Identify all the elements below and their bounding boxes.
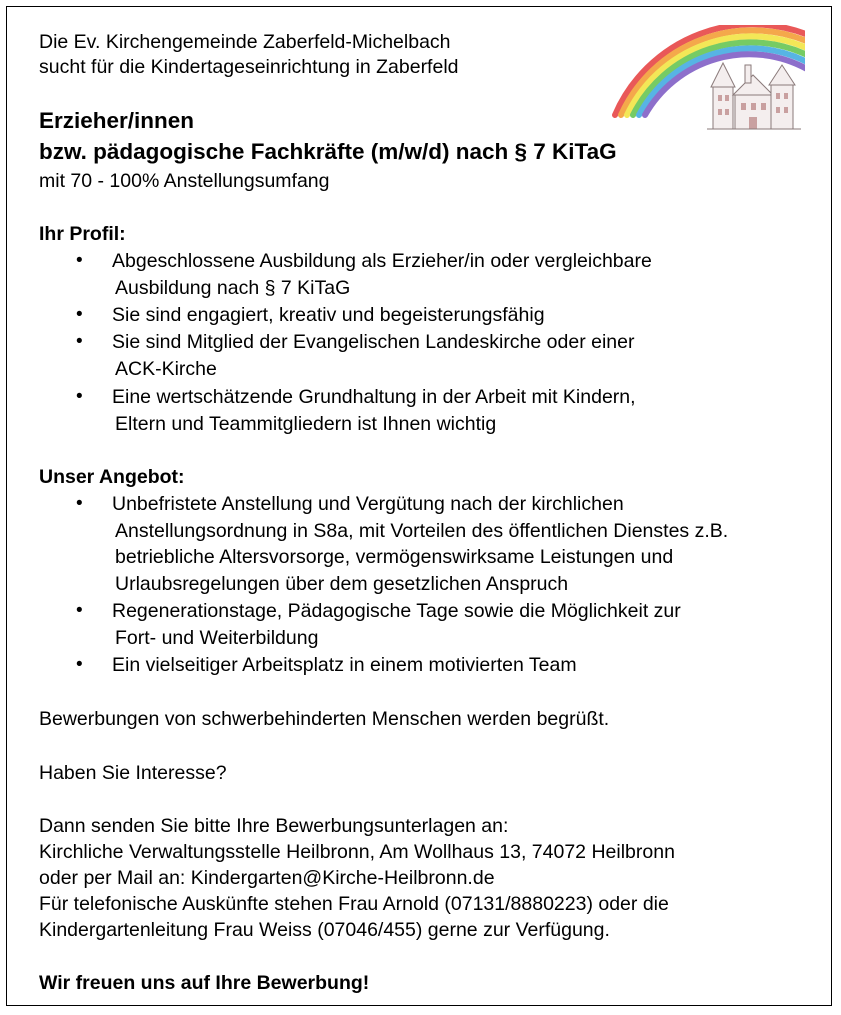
profil-heading: Ihr Profil: (39, 223, 126, 245)
intro-line-2: sucht für die Kindertageseinrichtung in Zaberfeld (39, 56, 459, 78)
profil-item-4-line-1: Eine wertschätzende Grundhaltung in der Arbeit mit Kindern, (112, 386, 636, 408)
profil-item-3-line-2: ACK-Kirche (115, 358, 217, 380)
profil-item-3-line-1: Sie sind Mitglied der Evangelischen Landeskirche oder einer (112, 331, 635, 353)
phone-info-line-2: Kindergartenleitung Frau Weiss (07046/455) gerne zur Verfügung. (39, 919, 610, 941)
send-instruction: Dann senden Sie bitte Ihre Bewerbungsunterlagen an: (39, 815, 509, 837)
welcome-note: Bewerbungen von schwerbehinderten Menschen werden begrüßt. (39, 708, 610, 730)
angebot-item-2-line-2: Fort- und Weiterbildung (115, 627, 319, 649)
angebot-item-1-line-2: Anstellungsordnung in S8a, mit Vorteilen des öffentlichen Dienstes z.B. (115, 520, 729, 542)
profil-item-1-line-1: Abgeschlossene Ausbildung als Erzieher/in oder vergleichbare (112, 250, 652, 272)
bullet-icon: • (76, 493, 83, 514)
angebot-item-2-line-1: Regenerationstage, Pädagogische Tage sowie die Möglichkeit zur (112, 600, 681, 622)
phone-info-line-1: Für telefonische Auskünfte stehen Frau Arnold (07131/8880223) oder die (39, 893, 669, 915)
job-subtitle: bzw. pädagogische Fachkräfte (m/w/d) nach § 7 KiTaG (39, 139, 617, 164)
angebot-item-1-line-1: Unbefristete Anstellung und Vergütung nach der kirchlichen (112, 493, 624, 515)
profil-item-2-line-1: Sie sind engagiert, kreativ und begeisterungsfähig (112, 304, 545, 326)
profil-item-1-line-2: Ausbildung nach § 7 KiTaG (115, 277, 351, 299)
bullet-icon: • (76, 250, 83, 271)
postal-address: Kirchliche Verwaltungsstelle Heilbronn, Am Wollhaus 13, 74072 Heilbronn (39, 841, 675, 863)
rainbow-church-logo-icon (595, 25, 805, 135)
intro-line-1: Die Ev. Kirchengemeinde Zaberfeld-Michelbach (39, 31, 451, 53)
closing-statement: Wir freuen uns auf Ihre Bewerbung! (39, 972, 370, 994)
job-scope: mit 70 - 100% Anstellungsumfang (39, 170, 330, 192)
bullet-icon: • (76, 331, 83, 352)
mail-link[interactable]: Kindergarten@Kirche-Heilbronn.de (190, 867, 495, 889)
mail-prefix: oder per Mail an: (39, 867, 191, 889)
bullet-icon: • (76, 304, 83, 325)
profil-item-4-line-2: Eltern und Teammitgliedern ist Ihnen wichtig (115, 413, 497, 435)
interest-question: Haben Sie Interesse? (39, 762, 227, 784)
mail-line (39, 866, 495, 890)
angebot-item-1-line-3: betriebliche Altersvorsorge, vermögenswirksame Leistungen und (115, 546, 674, 568)
job-title: Erzieher/innen (39, 108, 195, 133)
bullet-icon: • (76, 600, 83, 621)
bullet-icon: • (76, 386, 83, 407)
angebot-item-3-line-1: Ein vielseitiger Arbeitsplatz in einem motivierten Team (112, 654, 577, 676)
bullet-icon: • (76, 654, 83, 675)
angebot-item-1-line-4: Urlaubsregelungen über dem gesetzlichen Anspruch (115, 573, 569, 595)
angebot-heading: Unser Angebot: (39, 466, 185, 488)
